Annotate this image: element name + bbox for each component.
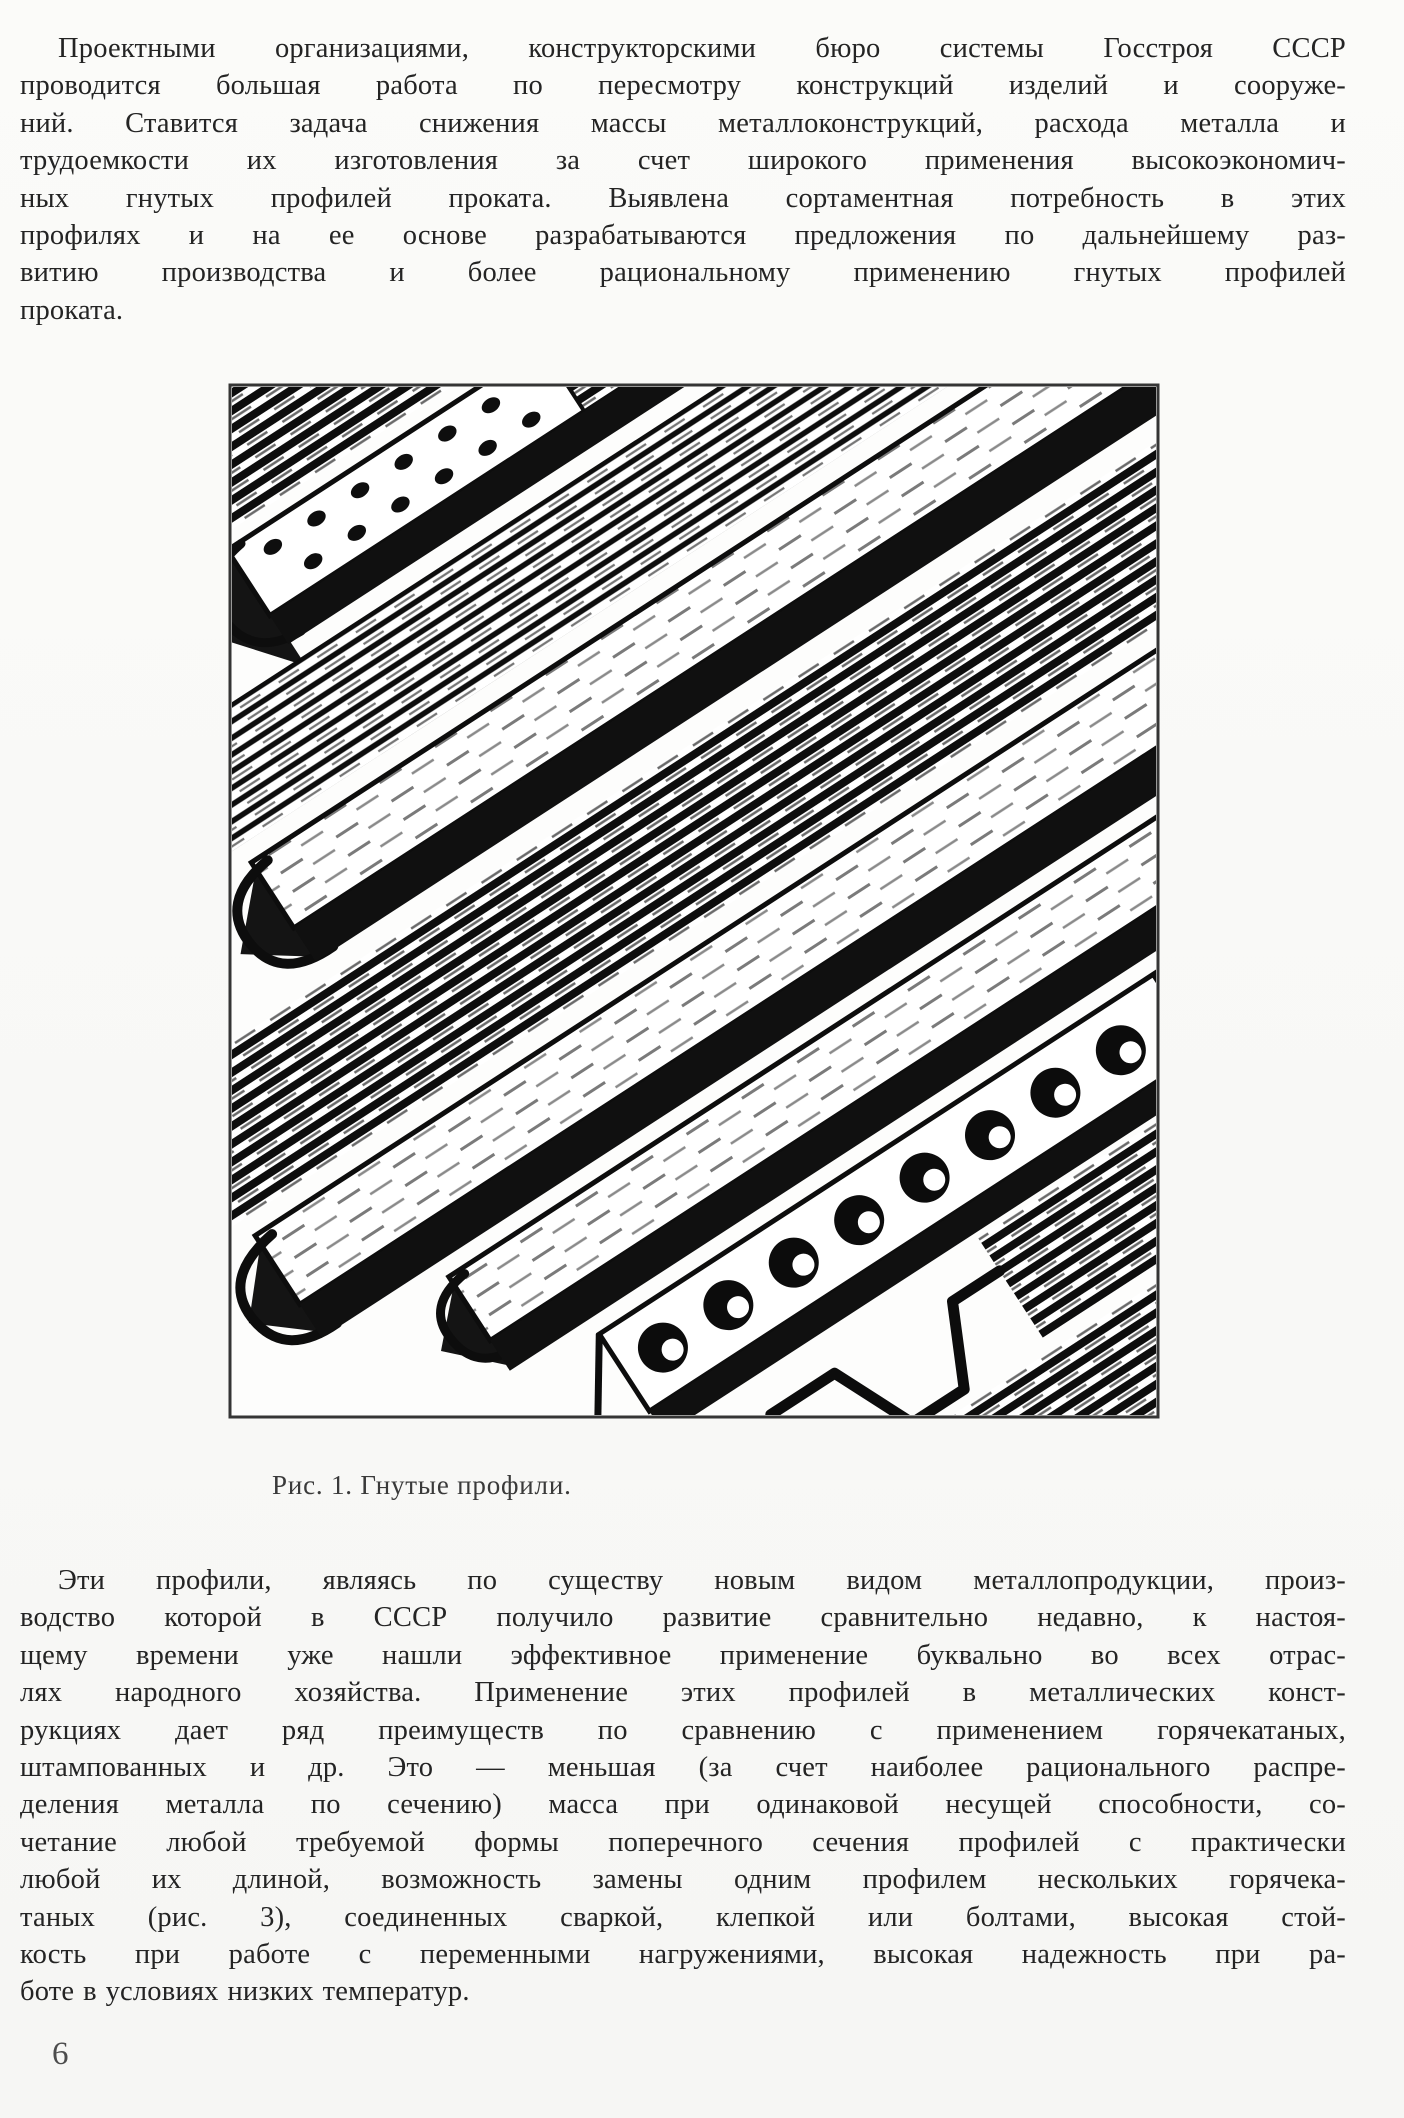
paragraph-line: водство которой в СССР получило развитие сравнительно недавно, к настоя- <box>20 1602 1346 1634</box>
paragraph-line: любой их длиной, возможность замены одним профилем нескольких горячека- <box>20 1864 1346 1896</box>
paragraph-line: профилях и на ее основе разрабатываются предложения по дальнейшему раз- <box>20 220 1346 252</box>
figure-bent-profiles <box>228 383 1160 1419</box>
paragraph-line: проката. <box>20 294 124 326</box>
paragraph-line: щему времени уже нашли эффективное применение буквально во всех отрас- <box>20 1639 1346 1671</box>
figure-caption: Рис. 1. Гнутые профили. <box>272 1470 572 1500</box>
paragraph-line: штампованных и др. Это — меньшая (за счет наиболее рационального распре- <box>20 1752 1346 1784</box>
paragraph-line: лях народного хозяйства. Применение этих профилей в металлических конст- <box>20 1677 1346 1709</box>
page-number: 6 <box>52 2036 69 2072</box>
paragraph-line: витию производства и более рациональному применению гнутых профилей <box>20 257 1346 289</box>
figure-illustration <box>228 383 1160 1419</box>
paragraph-line: четание любой требуемой формы поперечного сечения профилей с практически <box>20 1826 1346 1858</box>
paragraph-line: Эти профили, являясь по существу новым видом металлопродукции, произ- <box>58 1565 1346 1596</box>
paragraph-line: проводится большая работа по пересмотру конструкций изделий и сооруже- <box>20 70 1346 102</box>
paragraph-line: ных гнутых профилей проката. Выявлена сортаментная потребность в этих <box>20 182 1346 214</box>
paragraph-line: рукциях дает ряд преимуществ по сравнению с применением горячекатаных, <box>20 1714 1346 1746</box>
paragraph-line: Проектными организациями, конструкторскими бюро системы Госстроя СССР <box>58 33 1346 64</box>
paragraph-line: ний. Ставится задача снижения массы металлоконструкций, расхода металла и <box>20 107 1346 139</box>
paragraph-line: деления металла по сечению) масса при одинаковой несущей способности, со- <box>20 1789 1346 1821</box>
paragraph-line: кость при работе с переменными нагружениями, высокая надежность при ра- <box>20 1939 1346 1971</box>
intro-paragraph <box>20 30 1346 329</box>
paragraph-line: таных (рис. 3), соединенных сваркой, клепкой или болтами, высокая стой- <box>20 1901 1346 1933</box>
paragraph-line: трудоемкости их изготовления за счет широкого применения высокоэкономич- <box>20 145 1346 177</box>
paragraph-line: боте в условиях низких температур. <box>20 1976 470 2008</box>
body-paragraph <box>20 1562 1346 2011</box>
